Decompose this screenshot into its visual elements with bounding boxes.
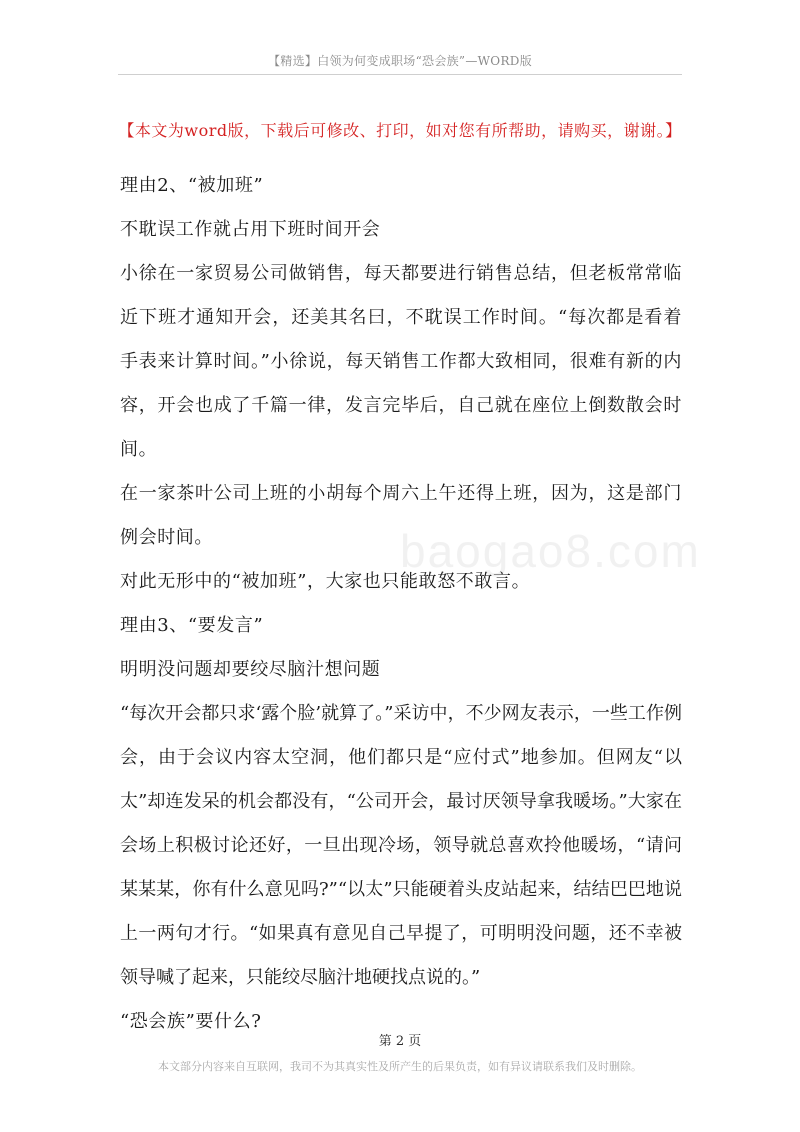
body-paragraph: 对此无形中的“被加班”，大家也只能敢怒不敢言。	[120, 571, 531, 592]
header-divider	[118, 74, 682, 75]
section-heading: 理由2、“被加班”	[120, 175, 264, 196]
section-heading: “恐会族”要什么?	[120, 1011, 262, 1032]
watermark: baogao8.com	[400, 525, 701, 577]
document-body	[120, 164, 682, 1044]
section-subheading: 明明没问题却要绞尽脑汁想问题	[120, 659, 381, 680]
body-paragraph: “每次开会都只求‘露个脸’就算了。”采访中，不少网友表示，一些工作例会，由于会议内容太空洞，他们都只是“应付式”地参加。但网友“以太”却连发呆的机会都没有，“公司开会，最讨厌领导拿我暖场。”大家在会场上积极讨论还好，一旦出现冷场，领导就总喜欢拎他暖场，“请问某某某，你有什么意见吗?”“以太”只能硬着头皮站起来，结结巴巴地说上一两句才行。“如果真有意见自己早提了，可明明没问题，还不幸被领导喊了起来，只能绞尽脑汁地硬找点说的。”	[120, 703, 682, 988]
document-header: 【精选】白领为何变成职场“恐会族”—WORD版	[268, 54, 532, 68]
footer-disclaimer: 本文部分内容来自互联网，我司不为其真实性及所产生的后果负责，如有异议请联系我们及时删除。	[158, 1060, 642, 1073]
body-paragraph: 小徐在一家贸易公司做销售，每天都要进行销售总结，但老板常常临近下班才通知开会，还美其名曰，不耽误工作时间。“每次都是看着手表来计算时间。”小徐说，每天销售工作都大致相同，很难有新的内容，开会也成了千篇一律，发言完毕后，自己就在座位上倒数散会时间。	[120, 263, 682, 460]
section-subheading: 不耽误工作就占用下班时间开会	[120, 219, 381, 240]
section-heading: 理由3、“要发言”	[120, 615, 264, 636]
purchase-notice: 【本文为word版，下载后可修改、打印，如对您有所帮助，请购买，谢谢。】	[118, 121, 682, 140]
body-paragraph: 在一家茶叶公司上班的小胡每个周六上午还得上班，因为，这是部门例会时间。	[120, 483, 682, 548]
page-number: 第 2 页	[378, 1034, 422, 1049]
